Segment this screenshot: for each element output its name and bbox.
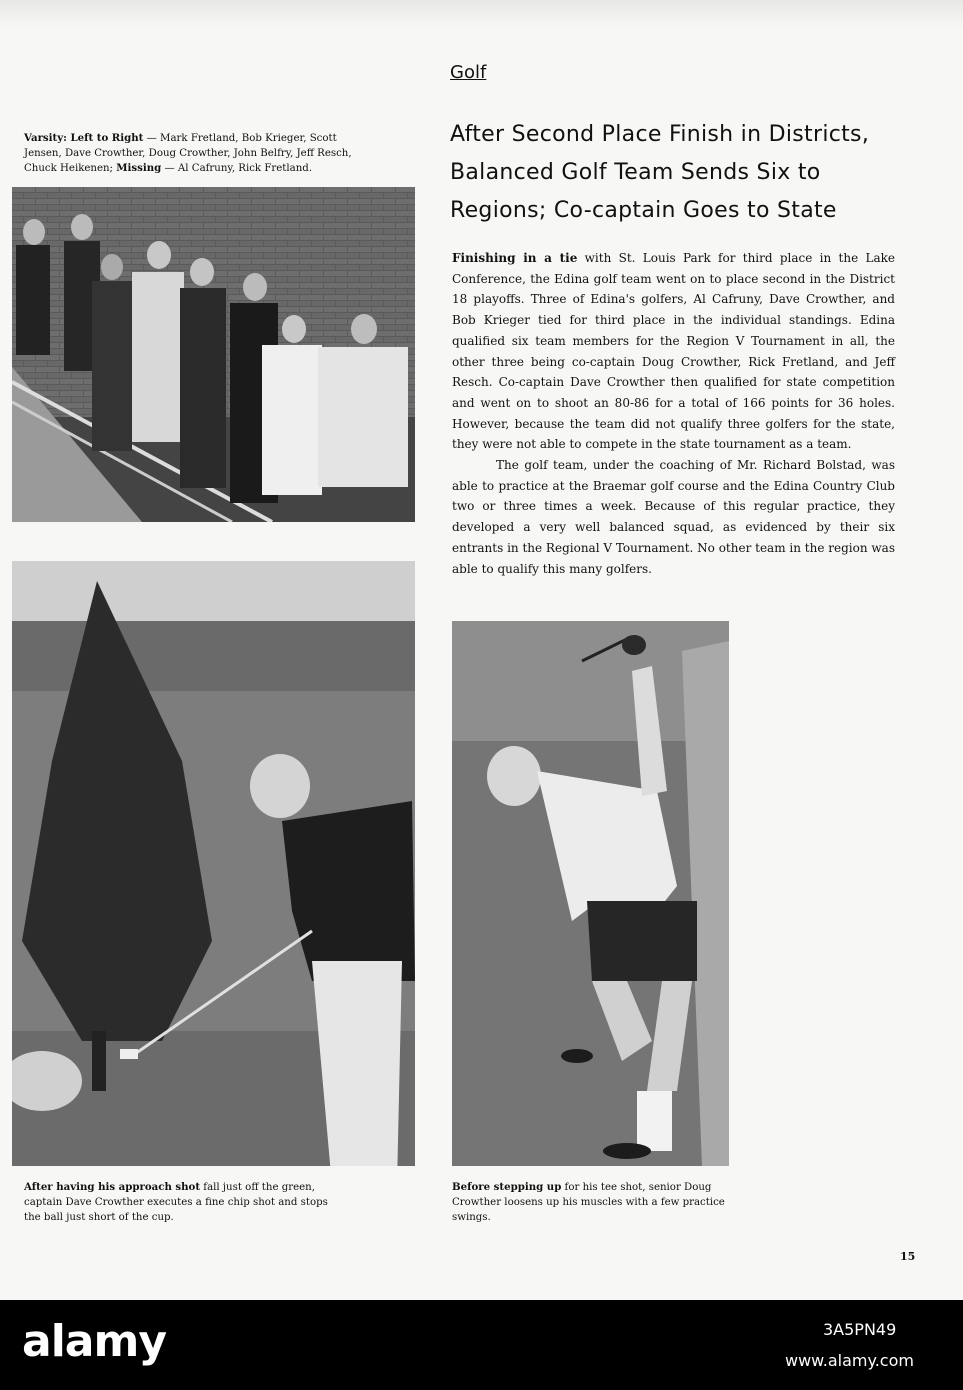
caption-text: — Mark Fretland, Bob Krieger, Scott Jensen, Dave Crowther, Doug Crowther, John Belfry, Jeff Resch, Chuck Heikenen;: [24, 133, 352, 174]
caption-text: fall just off the green, captain Dave Crowther executes a fine chip shot and stops the ball just short of the cup.: [24, 1182, 328, 1223]
chip-shot-photo: [12, 561, 415, 1166]
article-paragraph-2: The golf team, under the coaching of Mr. Richard Bolstad, was able to practice at the Braemar golf course and the Edina Country Club two or three times a week. Because of this regular practice, they developed a very well balanced squad, as evidenced by their six entrants in the Regional V Tournament. No other team in the region was able to qualify this many golfers.: [452, 458, 895, 576]
article-paragraph-1-text: with St. Louis Park for third place in the Lake Conference, the Edina golf team went on to place second in the District 18 playoffs. Three of Edina's golfers, Al Cafruny, Dave Crowther, and Bob Krieger tied for third place in the individual standings. Edina qualified six team members for the Region V Tournament in all, the other three being co-captain Doug Crowther, Rick Fretland, and Jeff Resch. Co-captain Dave Crowther then qualified for state competition and went on to shoot an 80-86 for a total of 166 points for 36 holes. However, because the team did not qualify three golfers for the state, they were not able to compete in the state tournament as a team.: [452, 251, 896, 452]
article-body: [452, 248, 895, 579]
caption-text: for his tee shot, senior Doug Crowther loosens up his muscles with a few practice swings.: [452, 1182, 725, 1223]
tee-swing-photo: [452, 621, 729, 1166]
tee-swing-image: [452, 621, 729, 1166]
headline: [450, 116, 920, 230]
tee-swing-caption: [452, 1180, 732, 1225]
caption-lead: After having his approach shot: [24, 1181, 201, 1193]
caption-text: — Al Cafruny, Rick Fretland.: [161, 163, 313, 174]
team-photo-image: [12, 187, 415, 522]
article-paragraph-1: [452, 248, 895, 455]
torn-edge: [0, 0, 963, 30]
section-label: Golf: [450, 62, 487, 83]
caption-lead: Before stepping up: [452, 1181, 562, 1193]
watermark-logo: alamy: [22, 1316, 166, 1367]
caption-lead: Missing: [116, 162, 162, 174]
article-lead-in: Finishing in a tie: [452, 251, 578, 265]
watermark-image-id: 3A5PN49: [823, 1320, 897, 1339]
headline-line-1: After Second Place Finish in Districts,: [450, 122, 870, 147]
team-photo: [12, 187, 415, 522]
headline-line-2: Balanced Golf Team Sends Six to: [450, 160, 821, 185]
watermark-url: www.alamy.com: [785, 1351, 914, 1370]
team-photo-caption: [24, 131, 359, 176]
chip-shot-caption: [24, 1180, 334, 1225]
page-number: 15: [900, 1250, 916, 1263]
headline-line-3: Regions; Co-captain Goes to State: [450, 198, 837, 223]
chip-shot-image: [12, 561, 415, 1166]
caption-lead: Varsity: Left to Right: [24, 132, 144, 144]
